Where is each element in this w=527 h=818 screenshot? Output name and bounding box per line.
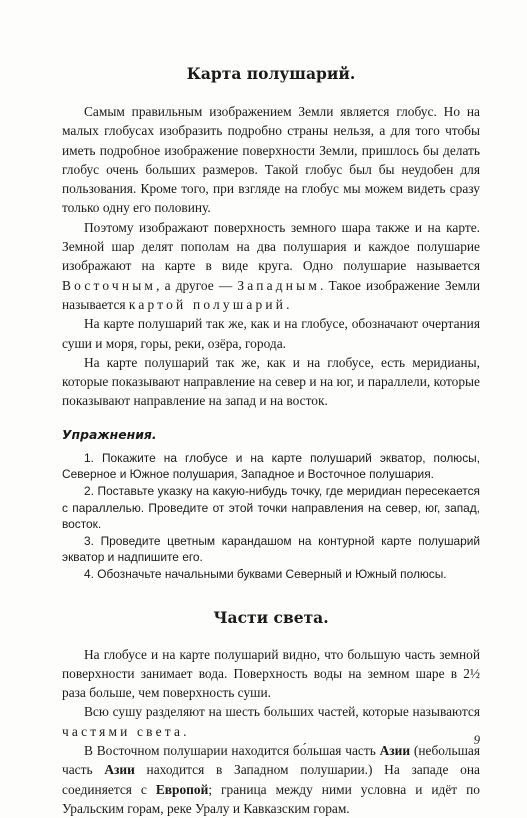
section-title-hemisphere-map: Карта полушарий.: [186, 64, 356, 83]
paragraph: На глобусе и на карте полушарий видно, что большую часть земной поверхности занимает вода. Поверхность воды на земном шаре в 2½ раза больше, чем поверхность суши.: [62, 646, 480, 701]
text: ; граница между ними условна и идёт по Уральским горам, реке Уралу и Кавказским горам.: [62, 781, 480, 816]
spaced-term-hemisphere-map: картой полушарий: [128, 296, 287, 312]
text: находится в Западном полушарии.) На западе она соединяется с: [62, 762, 480, 797]
paragraph: На карте полушарий так же, как и на глобусе, есть меридианы, которые показывают направление на север и на юг, и параллели, которые показывают направление на запад и на восток.: [62, 354, 480, 409]
exercise-item: 4. Обозначьте начальными буквами Северный и Южный полюсы.: [84, 566, 447, 581]
text: .: [183, 723, 187, 739]
page-number: 9: [473, 733, 480, 747]
paragraph: [62, 218, 480, 314]
exercise-item: 2. Поставьте указку на какую-нибудь точку, где меридиан пересекается с параллелью. Проведите от этой точки направления на север, юг, запад, восток.: [62, 483, 480, 532]
exercise-item: 3. Проведите цветным карандашом на контурной карте полушарий экватор и надпишите его.: [62, 533, 480, 565]
spaced-term-parts-of-world: частями света: [62, 723, 184, 739]
paragraph: Самым правильным изображением Земли является глобус. Но на малых глобусах изобразить подробно страны нельзя, а для того чтобы иметь подробное изображение поверхности Земли, пришлось бы делать глобус очень больших размеров. Такой глобус был бы неудобен для пользования. Кроме того, при взгляде на глобус мы можем видеть сразу только одну его половину.: [62, 104, 480, 216]
bold-term-asia: Азии: [104, 762, 135, 778]
bold-term-europe: Европой: [155, 781, 209, 797]
text: Всю сушу разделяют на шесть больших частей, которые называются: [84, 704, 480, 720]
section-title-continents: Части света.: [213, 607, 329, 627]
spaced-term-eastern: Восточным: [62, 277, 157, 293]
text: (небольшая часть: [62, 742, 481, 778]
text: В Восточном полушарии находится бо́льшая часть: [84, 742, 380, 758]
exercises-heading: Упражнения.: [62, 426, 157, 442]
spaced-term-western: Западным: [237, 277, 320, 293]
page-content: [62, 58, 480, 818]
text: , а другое —: [156, 277, 238, 293]
paragraph: На карте полушарий так же, как и на глобусе, обозначают очертания суши и моря, горы, реки, озёра, города.: [62, 316, 480, 351]
paragraph: [62, 702, 480, 741]
exercise-item: 1. Покажите на глобусе и на карте полушарий экватор, полюсы, Северное и Южное полушария, Западное и Восточное полушария.: [62, 450, 480, 482]
bold-term-asia: Азии: [379, 742, 411, 758]
text: Поэтому изображают поверхность земного шара также и на карте. Земной шар делят пополам на два полушария и каждое полушарие изображают на карте в виде круга. Одно полушарие называется: [62, 219, 480, 274]
text: . Такое изображение Земли называется: [62, 277, 480, 312]
paragraph: [62, 741, 480, 818]
text: .: [286, 296, 290, 312]
